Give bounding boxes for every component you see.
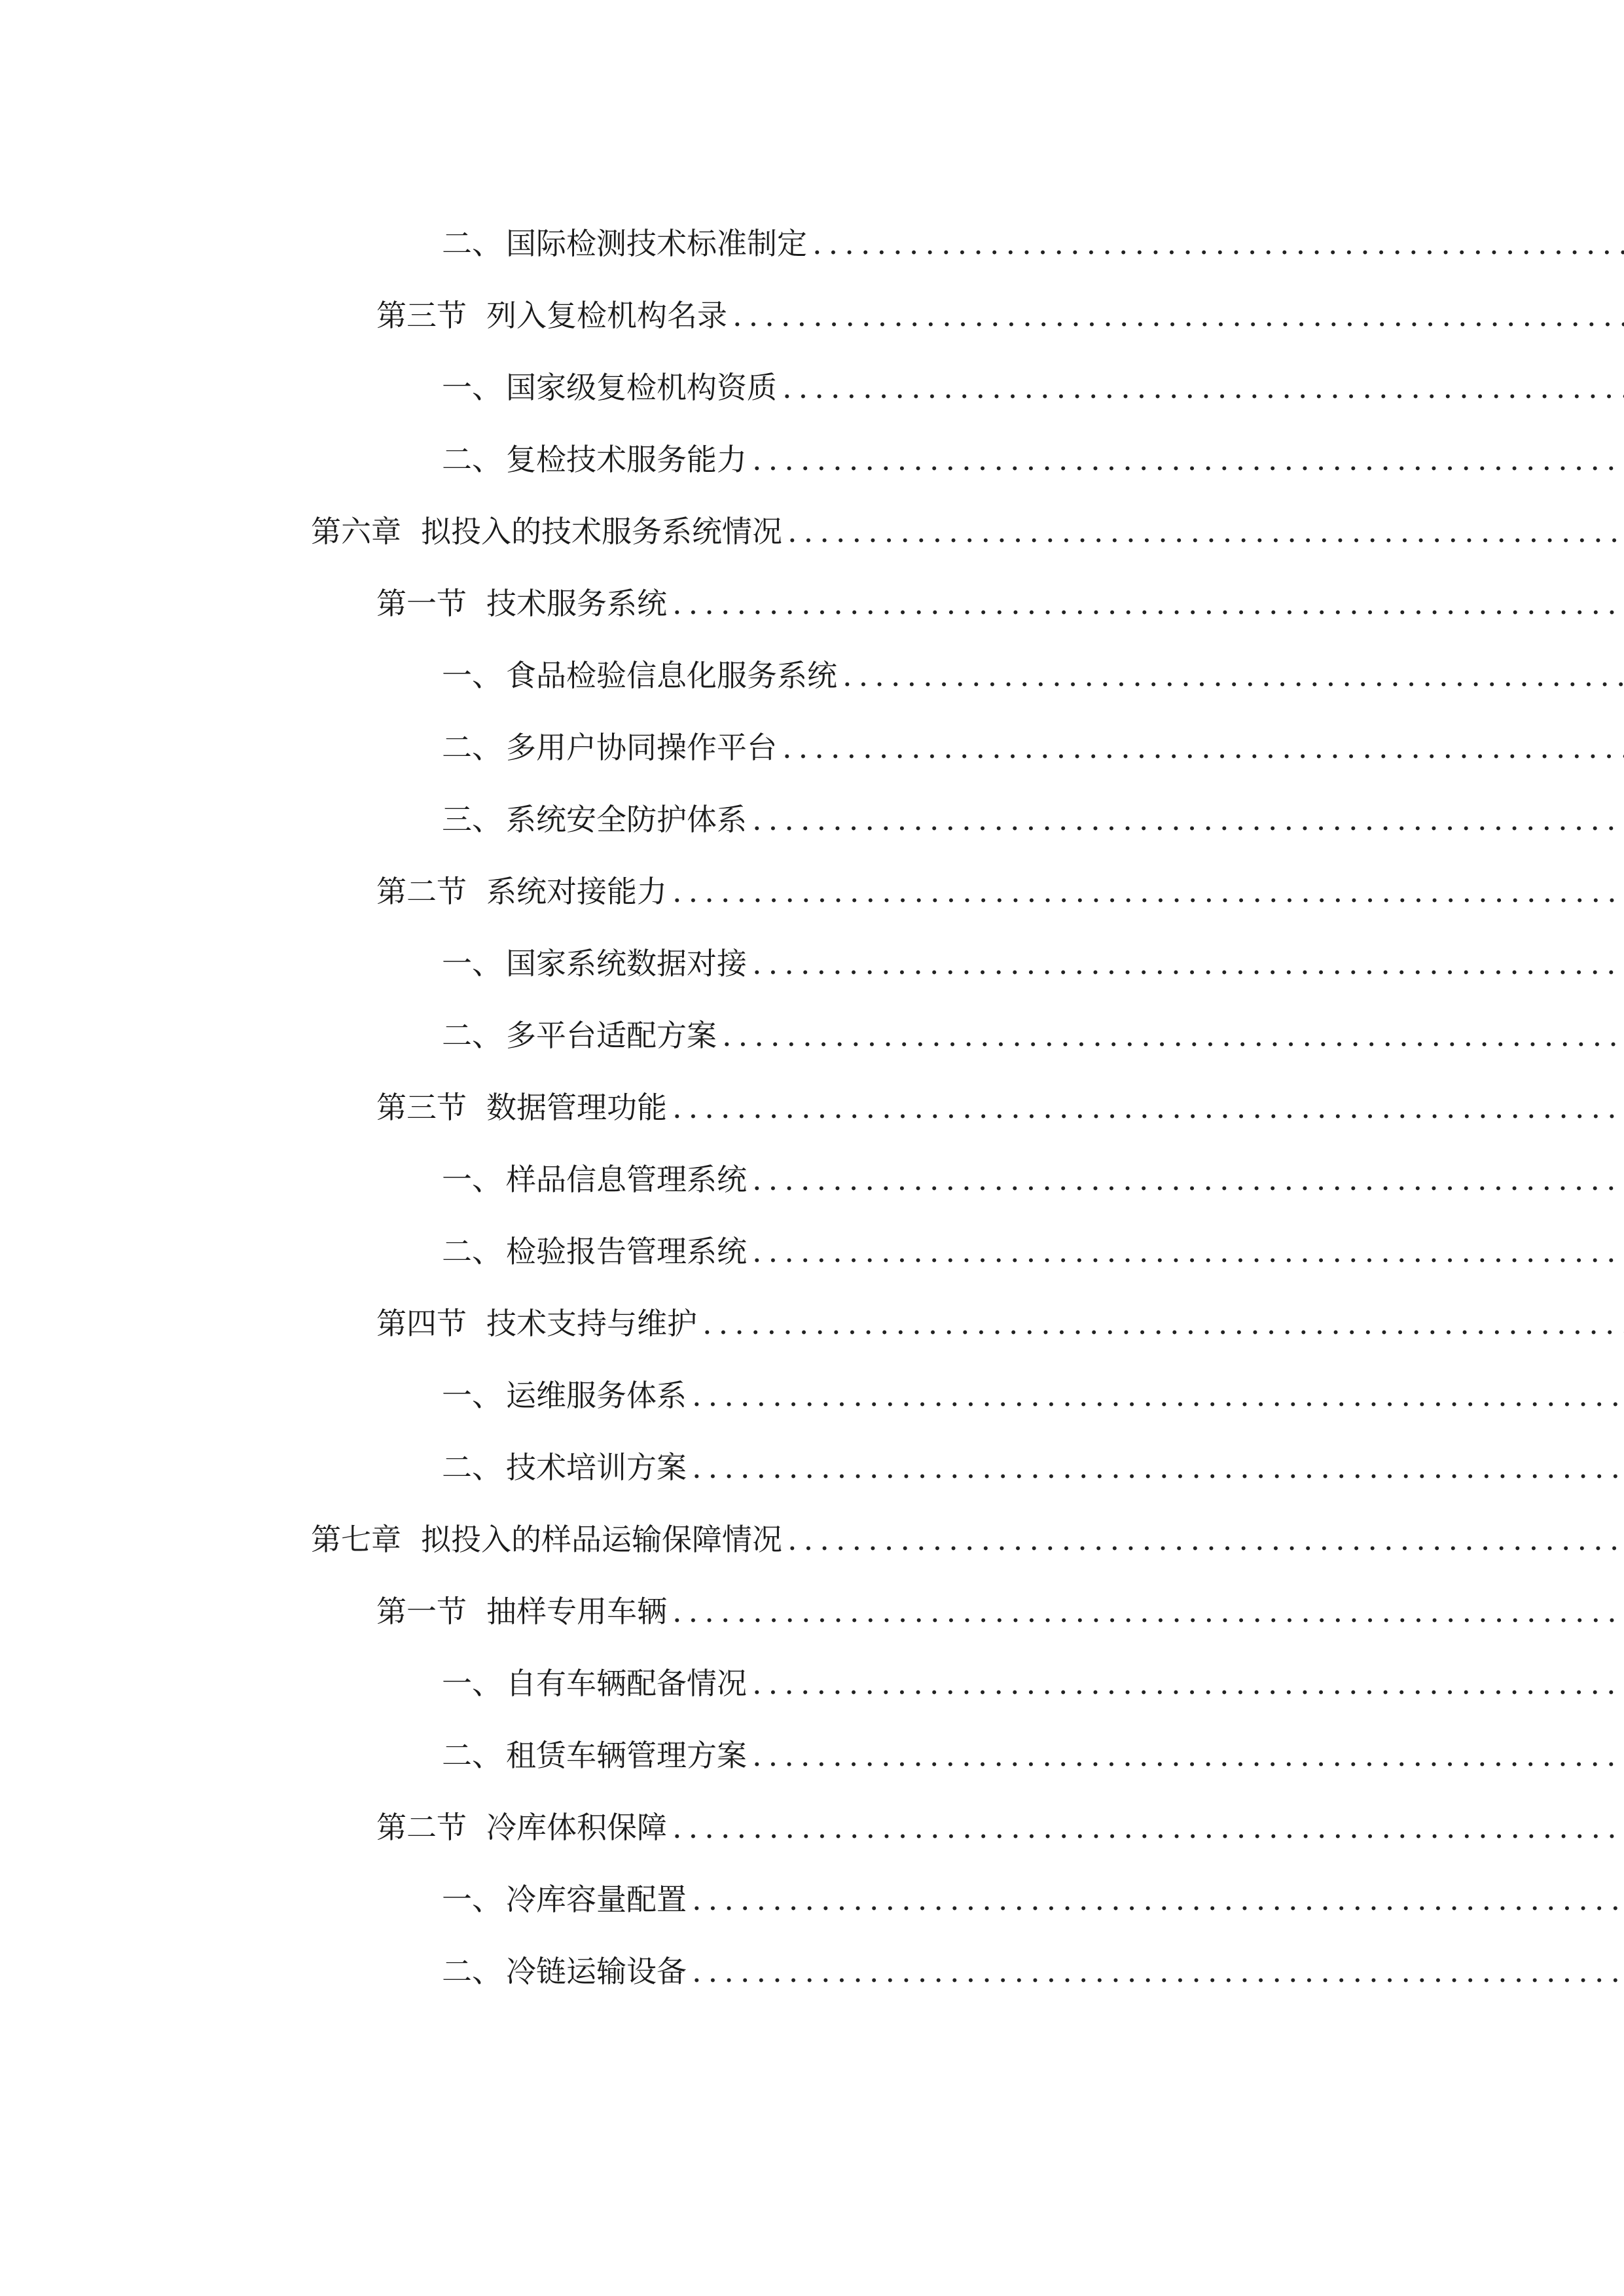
toc-row[interactable] [0,1703,1624,1775]
toc-row[interactable] [0,191,1624,263]
toc-leader-dots [842,656,1624,695]
toc-number: 第四节 [376,1306,467,1341]
toc-leader-dots [782,728,1624,767]
toc-number: 三、 [442,802,502,837]
toc-title: 技术支持与维护 [486,1306,697,1341]
toc-number: 第一节 [376,586,467,621]
toc-leader-dots [672,872,1624,911]
toc-number: 第二节 [376,1810,467,1845]
toc-number: 一、 [442,1882,502,1917]
toc-title: 冷链运输设备 [506,1954,687,1989]
toc-title: 检验报告管理系统 [506,1234,747,1269]
toc-leader-dots [752,440,1624,479]
toc-leader-dots [782,368,1624,407]
toc-number: 二、 [442,442,502,477]
toc-row[interactable] [0,407,1624,479]
toc-title: 系统安全防护体系 [506,802,747,837]
toc-leader-dots [692,1376,1624,1415]
toc-row[interactable] [0,1919,1624,1991]
toc-title: 运维服务体系 [506,1378,687,1413]
toc-leader-dots [692,1952,1624,1991]
toc-row[interactable] [0,1847,1624,1919]
toc-title: 自有车辆配备情况 [506,1666,747,1701]
toc-leader-dots [672,1592,1624,1631]
toc-row[interactable] [0,911,1624,983]
toc-title: 系统对接能力 [486,874,667,909]
toc-number: 二、 [442,1018,502,1053]
toc-number: 一、 [442,946,502,981]
toc-title: 租赁车辆管理方案 [506,1738,747,1773]
toc-leader-dots [752,1736,1624,1775]
toc-leader-dots [702,1304,1624,1343]
toc-number: 二、 [442,226,502,261]
toc-row[interactable] [0,983,1624,1055]
toc-title: 食品检验信息化服务系统 [506,658,837,693]
toc-leader-dots [692,1880,1624,1919]
toc-leader-dots [672,584,1624,623]
toc-row[interactable] [0,623,1624,695]
toc-number: 第二节 [376,874,467,909]
toc-leader-dots [752,1160,1624,1199]
toc-title: 拟投入的样品运输保障情况 [421,1522,782,1557]
toc-title: 国际检测技术标准制定 [506,226,807,261]
toc-title: 国家系统数据对接 [506,946,747,981]
toc-number: 二、 [442,1954,502,1989]
toc-number: 第六章 [311,514,401,549]
toc-row[interactable] [0,1775,1624,1847]
toc-title: 数据管理功能 [486,1090,667,1125]
toc-row[interactable] [0,1559,1624,1631]
toc-leader-dots [812,224,1624,263]
table-of-contents [0,191,1624,1991]
toc-leader-dots [752,1664,1624,1703]
toc-number: 一、 [442,370,502,405]
toc-number: 一、 [442,1378,502,1413]
toc-number: 第三节 [376,1090,467,1125]
toc-row[interactable] [0,1271,1624,1343]
toc-number: 一、 [442,1162,502,1197]
toc-title: 抽样专用车辆 [486,1594,667,1629]
toc-number: 二、 [442,1738,502,1773]
toc-number: 第三节 [376,298,467,333]
toc-row[interactable] [0,1343,1624,1415]
toc-title: 复检技术服务能力 [506,442,747,477]
toc-row[interactable] [0,1199,1624,1271]
toc-title: 样品信息管理系统 [506,1162,747,1197]
toc-leader-dots [672,1808,1624,1847]
toc-leader-dots [732,296,1624,335]
toc-leader-dots [787,512,1624,551]
toc-row[interactable] [0,695,1624,767]
toc-leader-dots [672,1088,1624,1127]
toc-title: 国家级复检机构资质 [506,370,777,405]
toc-leader-dots [787,1520,1624,1559]
toc-row[interactable] [0,1055,1624,1127]
toc-row[interactable] [0,1415,1624,1487]
toc-row[interactable] [0,335,1624,407]
toc-leader-dots [692,1448,1624,1487]
toc-row[interactable] [0,1127,1624,1199]
toc-title: 多用户协同操作平台 [506,730,777,765]
toc-row[interactable] [0,767,1624,839]
toc-title: 冷库体积保障 [486,1810,667,1845]
toc-number: 二、 [442,1234,502,1269]
toc-title: 列入复检机构名录 [486,298,727,333]
toc-row[interactable] [0,263,1624,335]
toc-title: 技术培训方案 [506,1450,687,1485]
toc-leader-dots [752,800,1624,839]
toc-number: 二、 [442,1450,502,1485]
toc-title: 冷库容量配置 [506,1882,687,1917]
toc-number: 一、 [442,658,502,693]
toc-title: 拟投入的技术服务系统情况 [421,514,782,549]
toc-title: 技术服务系统 [486,586,667,621]
toc-leader-dots [752,1232,1624,1271]
toc-row[interactable] [0,479,1624,551]
toc-leader-dots [722,1016,1624,1055]
toc-leader-dots [752,944,1624,983]
toc-row[interactable] [0,1631,1624,1703]
toc-number: 二、 [442,730,502,765]
toc-title: 多平台适配方案 [506,1018,717,1053]
toc-row[interactable] [0,1487,1624,1559]
toc-row[interactable] [0,839,1624,911]
toc-number: 第七章 [311,1522,401,1557]
toc-row[interactable] [0,551,1624,623]
toc-number: 第一节 [376,1594,467,1629]
toc-number: 一、 [442,1666,502,1701]
